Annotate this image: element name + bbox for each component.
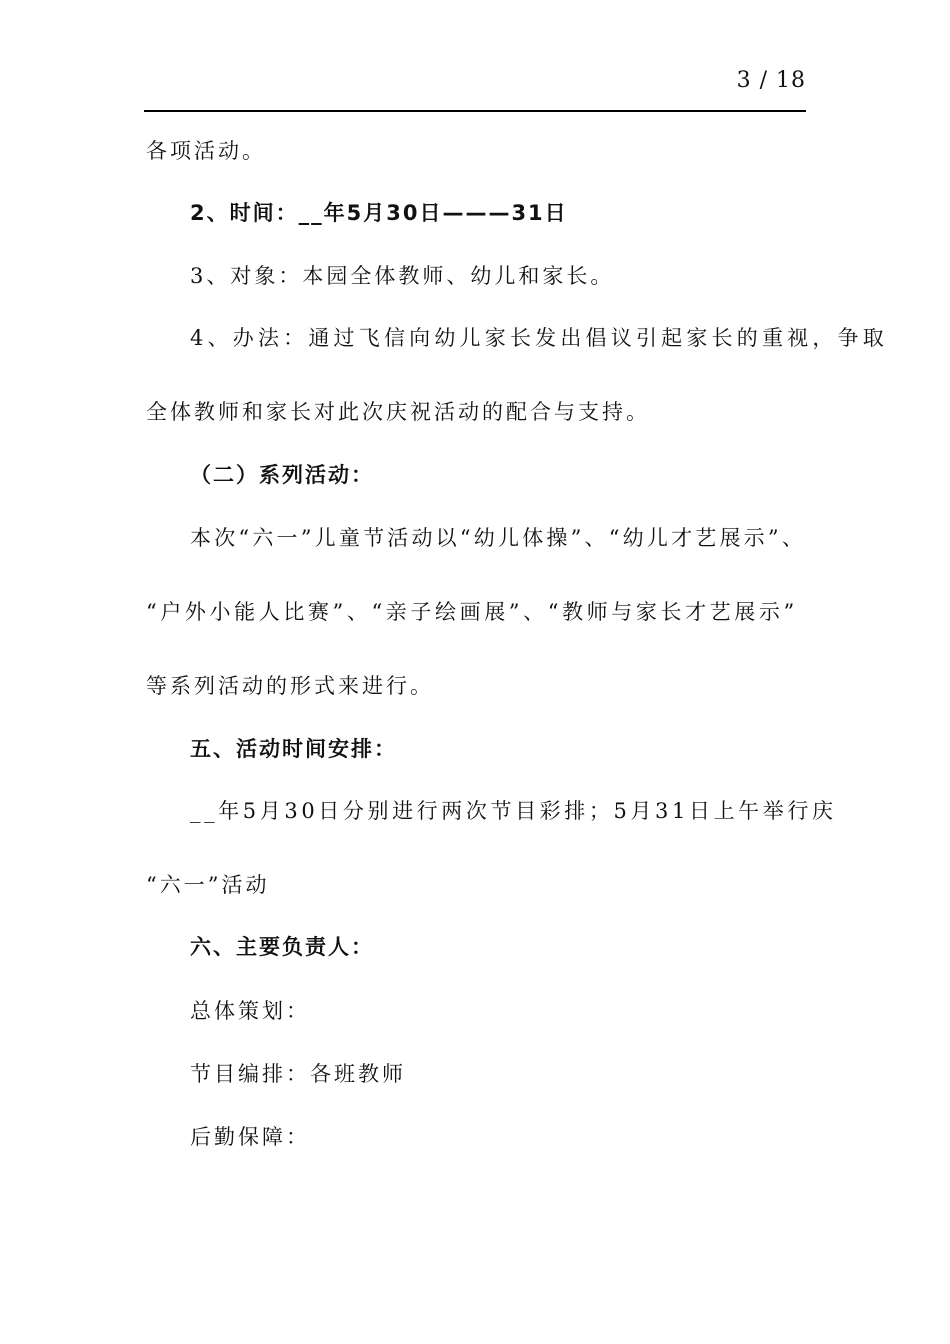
paragraph-line: 本次“六一”儿童节活动以“幼儿体操”、“幼儿才艺展示”、 [190,526,807,550]
responsible-item: 后勤保障： [190,1125,310,1149]
section-heading: 五、活动时间安排： [190,737,397,761]
paragraph-line: “六一”活动 [146,873,270,897]
paragraph-line: “户外小能人比赛”、“亲子绘画展”、“教师与家长才艺展示” [146,600,798,624]
header-rule [144,110,806,112]
paragraph-line: 各项活动。 [146,139,266,163]
section-heading: （二）系列活动： [190,463,374,487]
item-time: 2、时间：__年5月30日———31日 [190,201,568,225]
item-target: 3、对象：本园全体教师、幼儿和家长。 [190,264,615,288]
section-heading: 六、主要负责人： [190,935,374,959]
paragraph-line: 全体教师和家长对此次庆祝活动的配合与支持。 [146,400,650,424]
responsible-item: 节目编排：各班教师 [190,1062,406,1086]
paragraph-line: 等系列活动的形式来进行。 [146,674,434,698]
responsible-item: 总体策划： [190,999,310,1023]
item-method: 4、办法：通过飞信向幼儿家长发出倡议引起家长的重视，争取 [190,326,888,350]
page-number: 3 / 18 [736,68,806,93]
paragraph-line: __年5月30日分别进行两次节目彩排；5月31日上午举行庆 [190,799,837,823]
